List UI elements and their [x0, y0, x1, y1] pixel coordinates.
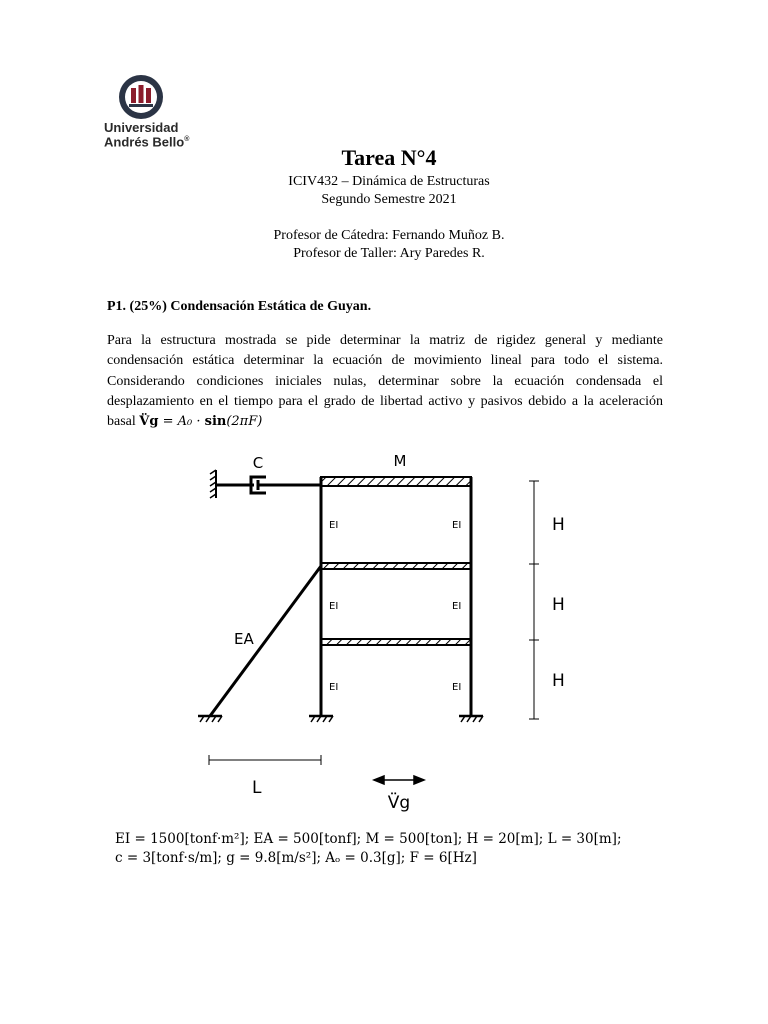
- length-label: L: [252, 778, 262, 798]
- mass-label: M: [393, 452, 407, 470]
- damper: [216, 477, 321, 493]
- first-floor-beam: [321, 639, 471, 645]
- parameters-line-1: EI = 1500[tonf·m²]; EA = 500[tonf]; M = 500[ton]; H = 20[m]; L = 30[m];: [115, 831, 622, 847]
- problem-body: Para la estructura mostrada se pide determinar la matriz de rigidez general y mediante condensación estática determinar la ecuación de movimiento lineal para todo el sistema. Considerando condiciones iniciales nulas, determinar sobre la ecuación condensada el desplazamiento en el tiempo para el grado de libertad activo y pasivos debido a la aceleración basal: [107, 333, 663, 430]
- professor: Profesor de Cátedra: Fernando Muñoz B.: [273, 228, 505, 243]
- ground-motion-arrow-icon: [374, 776, 424, 784]
- wall-support: [210, 470, 216, 498]
- second-floor-beam: [321, 563, 471, 569]
- ground-acceleration-label: V̈g: [387, 793, 411, 813]
- parameters-block: [115, 830, 622, 868]
- height-label: H: [552, 515, 565, 535]
- course-name: ICIV432 – Dinámica de Estructuras: [288, 174, 490, 189]
- damper-label: C: [252, 454, 264, 472]
- parameters-line-2: c = 3[tonf·s/m]; g = 9.8[m/s²]; Aₒ = 0.3[g]; F = 6[Hz]: [115, 850, 477, 866]
- top-floor-beam: [321, 477, 471, 486]
- column-label: EI: [329, 682, 339, 693]
- column-label: EI: [329, 601, 339, 612]
- problem-statement: [107, 331, 663, 432]
- semester: Segundo Semestre 2021: [321, 192, 457, 207]
- height-dimension: [529, 481, 539, 719]
- length-dimension: [209, 755, 321, 765]
- problem-heading: P1. (25%) Condensación Estática de Guyan.: [107, 299, 372, 314]
- assignment-title: Tarea N°4: [341, 145, 437, 170]
- column-label: EI: [452, 520, 462, 531]
- ground-acceleration-equation: V̈g = A₀ · sin(2πF): [139, 414, 263, 430]
- column-label: EI: [329, 520, 339, 531]
- ground-support: [309, 716, 333, 722]
- height-label: H: [552, 671, 565, 691]
- frame-diagram: [196, 448, 596, 818]
- workshop-professor: Profesor de Taller: Ary Paredes R.: [293, 246, 485, 261]
- height-label: H: [552, 595, 565, 615]
- brace-label: EA: [234, 630, 254, 648]
- diagonal-brace: [210, 566, 321, 716]
- column-label: EI: [452, 601, 462, 612]
- ground-support: [198, 716, 222, 722]
- university-name: Universidad Andrés Bello®: [104, 120, 190, 150]
- column-label: EI: [452, 682, 462, 693]
- ground-support: [459, 716, 483, 722]
